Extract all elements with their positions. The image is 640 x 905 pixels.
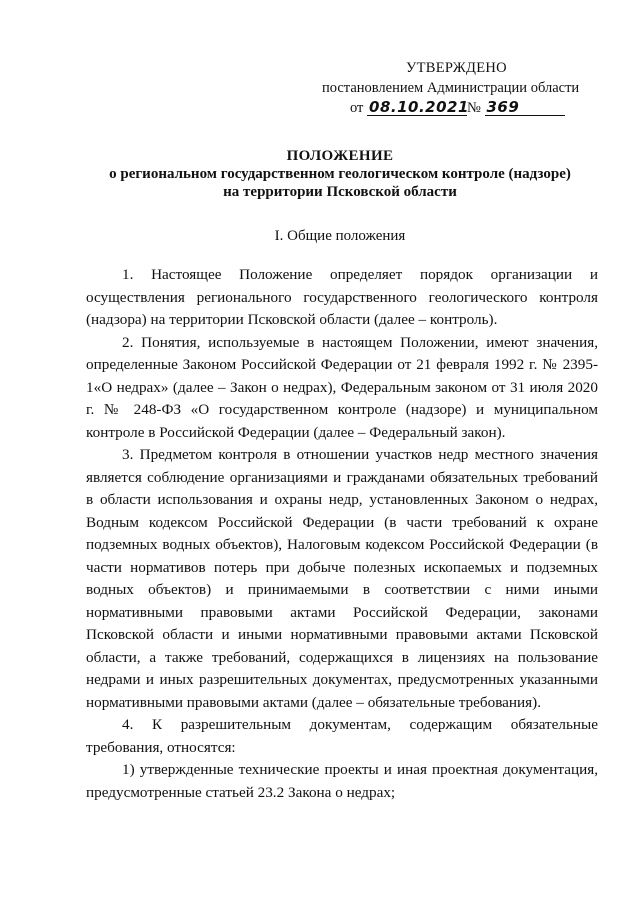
paragraph-1: 1. Настоящее Положение определяет порядок организации и осуществления регионального государственного геологического контроля (надзора) на территории Псковской области (далее – контроль). bbox=[86, 266, 598, 328]
approval-number: 369 bbox=[485, 99, 565, 116]
number-label: № bbox=[467, 100, 481, 116]
document-title bbox=[40, 147, 640, 201]
date-prefix: от bbox=[350, 100, 364, 116]
approval-stamp bbox=[318, 58, 608, 118]
approved-by: постановлением Администрации области bbox=[322, 80, 580, 96]
title-line-3: на территории Псковской области bbox=[223, 184, 457, 200]
paragraph-2: 2. Понятия, используемые в настоящем Положении, имеют значения, определенные Законом Российской Федерации от 21 февраля 1992 г. № 2395-1«О недрах» (далее – Закон о недрах), Федеральным законом от 31 июля 2020 г. № 248-ФЗ «О государственном контроле (надзоре) и муниципальном контроле в Российской Федерации (далее – Федеральный закон). bbox=[86, 333, 598, 441]
approved-label: УТВЕРЖДЕНО bbox=[406, 60, 507, 76]
approval-date: 08.10.2021 bbox=[369, 98, 469, 116]
paragraph-4-item-1: 1) утвержденные технические проекты и иная проектная документация, предусмотренные статьей 23.2 Закона о недрах; bbox=[86, 761, 598, 801]
title-main: ПОЛОЖЕНИЕ bbox=[286, 148, 394, 164]
section-title: I. Общие положения bbox=[274, 228, 406, 244]
document-body bbox=[86, 264, 598, 804]
paragraph-4: 4. К разрешительным документам, содержащим обязательные требования, относятся: bbox=[86, 716, 598, 756]
paragraph-3: 3. Предметом контроля в отношении участков недр местного значения является соблюдение организациями и гражданами обязательных требований в области использования и охраны недр, установленных Законом о недрах, Водным кодексом Российской Федерации (в части требований к охране подземных водных объектов), Налоговым кодексом Российской Федерации (в части нормативов потерь при добыче полезных ископаемых и подземных водных объектов) и принимаемыми в соответствии с ними иными нормативными правовыми актами Российской Федерации, законами Псковской области и иными нормативными правовыми актами Псковской области, а также требований, содержащихся в лицензиях на пользование недрами и иных разрешительных документах, предусмотренных указанными нормативными правовыми актами (далее – обязательные требования). bbox=[86, 446, 598, 711]
title-line-2: о региональном государственном геологическом контроле (надзоре) bbox=[109, 166, 571, 182]
approval-dateline bbox=[318, 98, 608, 118]
